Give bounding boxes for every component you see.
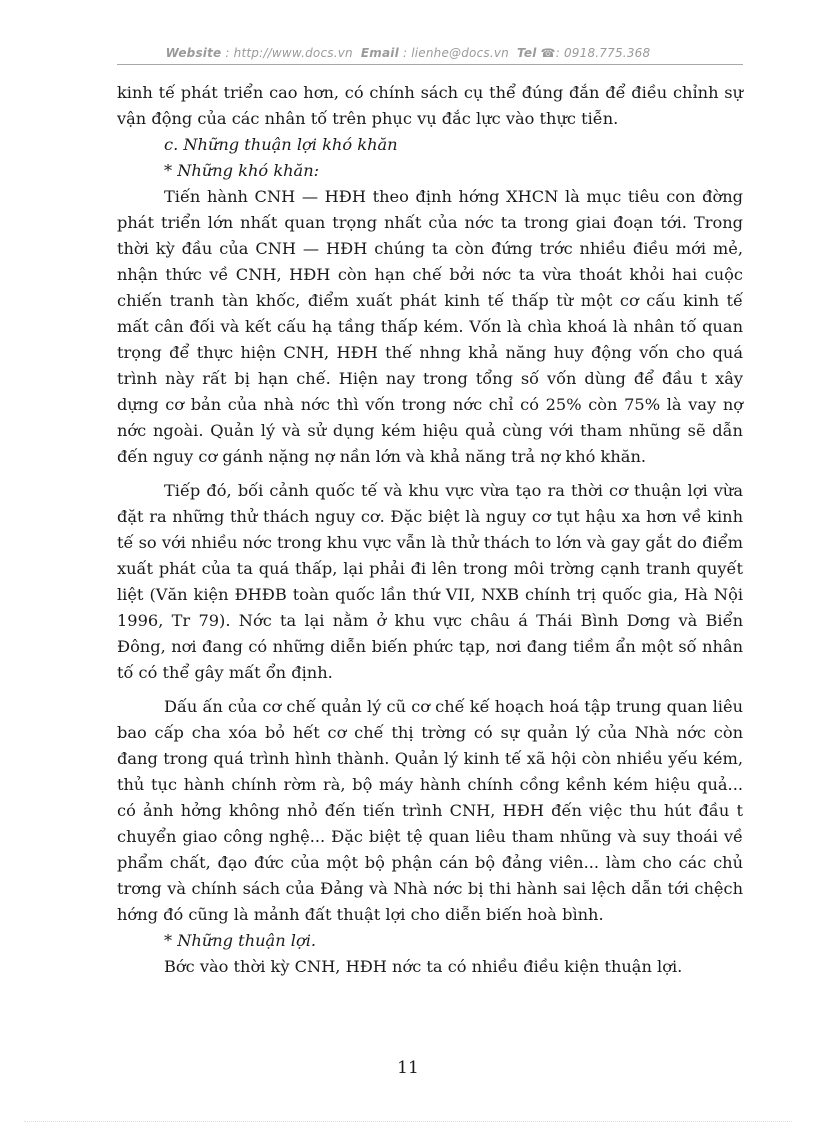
email-value: : lienhe@docs.vn [402,46,509,60]
tel-value: : 0918.775.368 [555,46,651,60]
paragraph-difficulties-2: Tiếp đó, bối cảnh quốc tế và khu vực vừa tạo ra thời cơ thuận lợi vừa đặt ra những thử thách nguy cơ. Đặc biệt là nguy cơ tụt hậu xa hơn về kinh tế so với nhiều nớc trong khu vực vẫn là thử thách to lớn và gay gắt do điểm xuất phát của ta quá thấp, lại phải đi lên trong môi trờng cạnh tranh quyết liệt (Văn kiện ĐHĐB toàn quốc lần thứ VII, NXB chính trị quốc gia, Hà Nội 1996, Tr 79). Nớc ta lại nằm ở khu vực châu á Thái Bình Dơng và Biển Đông, nơi đang có những diễn biến phức tạp, nơi đang tiềm ẩn một số nhân tố có thể gây mất ổn định. [117,481,743,682]
website-label: Website [165,46,222,60]
subheading-difficulties: * Những khó khăn: [164,161,320,180]
tel-label: Tel [517,46,537,60]
page-number: 11 [397,1058,419,1078]
subheading-advantages: * Những thuận lợi. [164,931,317,950]
phone-icon: ☎ [540,46,556,60]
paragraph-continuation: kinh tế phát triển cao hơn, có chính sách cụ thể đúng đắn để điều chỉnh sự vận động của các nhân tố trên phục vụ đắc lực vào thực tiễn. [117,83,743,128]
email-label: Email [360,46,399,60]
footer-divider [24,1121,792,1122]
page-header [0,46,816,60]
paragraph-difficulties-1: Tiến hành CNH — HĐH theo định hớng XHCN là mục tiêu con đờng phát triển lớn nhất quan trọng nhất của nớc ta trong giai đoạn tới. Trong thời kỳ đầu của CNH — HĐH chúng ta còn đứng trớc nhiều điều mới mẻ, nhận thức về CNH, HĐH còn hạn chế bởi nớc ta vừa thoát khỏi hai cuộc chiến tranh tàn khốc, điểm xuất phát kinh tế thấp từ một cơ cấu kinh tế mất cân đối và kết cấu hạ tầng thấp kém. Vốn là chìa khoá là nhân tố quan trọng để thực hiện CNH, HĐH thế nhng khả năng huy động vốn cho quá trình này rất bị hạn chế. Hiện nay trong tổng số vốn dùng để đầu t xây dựng cơ bản của nhà nớc thì vốn trong nớc chỉ có 25% còn 75% là vay nợ nớc ngoài. Quản lý và sử dụng kém hiệu quả cùng với tham nhũng sẽ dẫn đến nguy cơ gánh nặng nợ nần lớn và khả năng trả nợ khó khăn. [117,187,743,466]
section-heading: c. Những thuận lợi khó khăn [164,135,398,154]
header-divider [117,64,743,65]
paragraph-difficulties-3: Dấu ấn của cơ chế quản lý cũ cơ chế kế hoạch hoá tập trung quan liêu bao cấp cha xóa bỏ hết cơ chế thị trờng có sự quản lý của Nhà nớc còn đang trong quá trình hình thành. Quản lý kinh tế xã hội còn nhiều yếu kém, thủ tục hành chính rờm rà, bộ máy hành chính cồng kềnh kém hiệu quả... có ảnh hởng không nhỏ đến tiến trình CNH, HĐH đến việc thu hút đầu t chuyển giao công nghệ... Đặc biệt tệ quan liêu tham nhũng và suy thoái về phẩm chất, đạo đức của một bộ phận cán bộ đảng viên... làm cho các chủ trơng và chính sách của Đảng và Nhà nớc bị thi hành sai lệch dẫn tới chệch hớng đó cũng là mảnh đất thuật lợi cho diễn biến hoà bình. [117,697,743,924]
document-body [117,80,743,980]
paragraph-advantages: Bớc vào thời kỳ CNH, HĐH nớc ta có nhiều điều kiện thuận lợi. [164,957,683,976]
website-value: : http://www.docs.vn [225,46,353,60]
